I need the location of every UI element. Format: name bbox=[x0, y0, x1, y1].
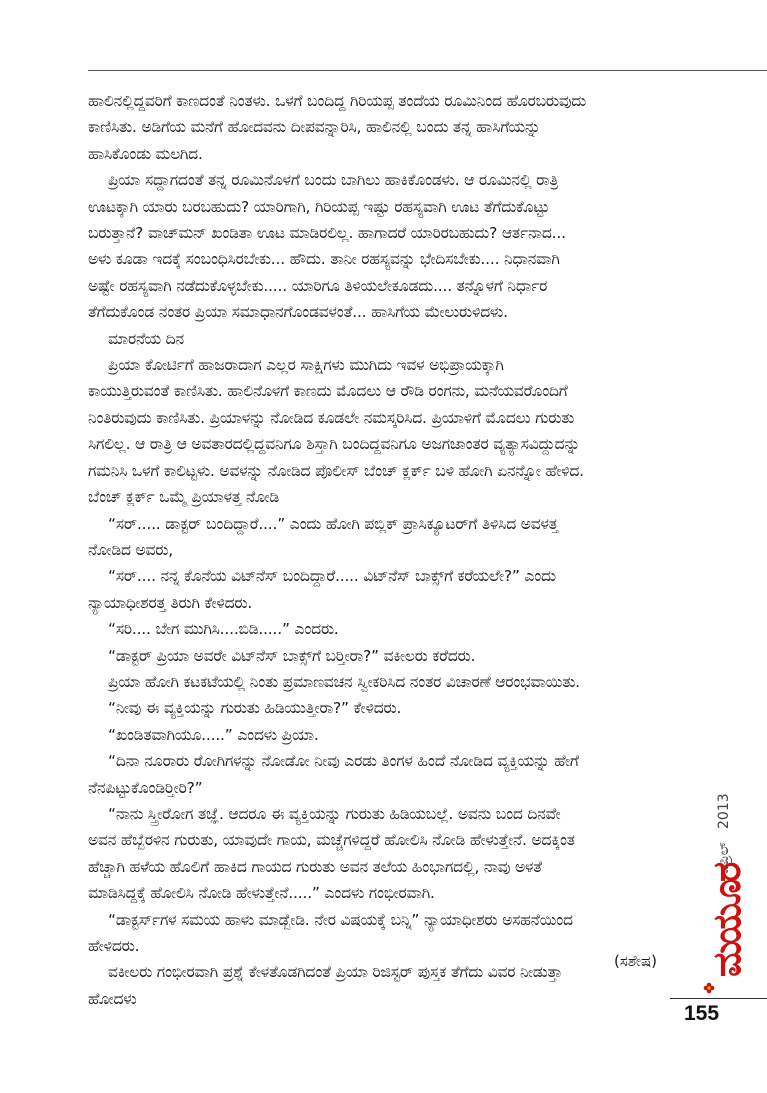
text-line: ಪ್ರಿಯಾ ಹೋಗಿ ಕಟಕಟೆಯಲ್ಲಿ ನಿಂತು ಪ್ರಮಾಣವಚನ ಸ್ವೀಕರಿಸಿದ ನಂತರ ವಿಚಾರಣೆ ಆರಂಭವಾಯಿತು. bbox=[108, 672, 580, 691]
page-number-rule bbox=[670, 998, 767, 999]
paragraph bbox=[88, 563, 708, 616]
paragraph bbox=[88, 801, 708, 907]
paragraph bbox=[88, 352, 708, 510]
text-line: ಹಾಲಿನಲ್ಲಿದ್ದವರಿಗೆ ಕಾಣದಂತೆ ನಿಂತಳು. ಒಳಗೆ ಬಂದಿದ್ದ ಗಿರಿಯಪ್ಪ ತಂದೆಯ ರೂಮಿನಿಂದ ಹೊರಬರುವುದು bbox=[88, 92, 587, 110]
article-body bbox=[88, 88, 708, 1012]
paragraph bbox=[88, 88, 708, 167]
text-line: “ಡಾಕ್ಟರ್ ಪ್ರಿಯಾ ಅವರೇ ವಿಟ್‌ನೆಸ್ ಬಾಕ್ಸ್‌ಗೆ ಬರ್‍ತೀರಾ?” ವಕೀಲರು ಕರೆದರು. bbox=[108, 646, 476, 665]
text-line: “ಸರ್.... ನನ್ನ ಕೊನೆಯ ವಿಟ್‌ನೆಸ್ ಬಂದಿದ್ದಾರೆ..... ವಿಟ್‌ನೆಸ್ ಬಾಕ್ಸ್‌ಗೆ ಕರೆಯಲೇ?” ಎಂದು bbox=[108, 567, 556, 586]
text-line: ಊಟಕ್ಕಾಗಿ ಯಾರು ಬರಬಹುದು? ಯಾರಿಗಾಗಿ, ಗಿರಿಯಪ್ಪ ಇಷ್ಟು ರಹಸ್ಯವಾಗಿ ಊಟ ತೆಗೆದುಕೊಟ್ಟು bbox=[88, 197, 550, 216]
text-line: ಪ್ರಿಯಾ ಸದ್ದಾಗದಂತೆ ತನ್ನ ರೂಮಿನೊಳಗೆ ಬಂದು ಬಾಗಿಲು ಹಾಕಿಕೊಂಡಳು. ಆ ರೂಮಿನಲ್ಲಿ ರಾತ್ರಿ bbox=[108, 171, 559, 190]
paragraph bbox=[88, 669, 708, 695]
text-line: ಕಾಯುತ್ತಿರುವಂತೆ ಕಾಣಿಸಿತು. ಹಾಲಿನೊಳಗೆ ಕಾಣದು ಮೊದಲು ಆ ರೌಡಿ ರಂಗನು, ಮನೆಯವರೊಂದಿಗೆ bbox=[88, 382, 568, 401]
paragraph bbox=[88, 643, 708, 669]
text-line: ನೆನಪಿಟ್ಟುಕೊಂಡಿರ್‍ತೀರಿ?” bbox=[88, 778, 203, 797]
text-line: ಮಾರನೆಯ ದಿನ bbox=[108, 329, 184, 348]
text-line: “ಸರಿ.... ಬೇಗ ಮುಗಿಸಿ....ಬಿಡಿ.....” ಎಂದರು. bbox=[108, 620, 339, 639]
text-line: ನೋಡಿದ ಅವರು, bbox=[88, 540, 173, 559]
issue-year: 2013 bbox=[716, 793, 732, 830]
text-line: ಹೇಳಿದರು. bbox=[88, 937, 140, 955]
text-line: “ದಿನಾ ನೂರಾರು ರೋಗಿಗಳನ್ನು ನೋಡೋ ನೀವು ಎರಡು ತಿಂಗಳ ಹಿಂದೆ ನೋಡಿದ ವ್ಯಕ್ತಿಯನ್ನು ಹೇಗೆ bbox=[108, 752, 579, 771]
text-line: ಅಷ್ಟೇ ರಹಸ್ಯವಾಗಿ ನಡೆದುಕೊಳ್ಳಬೇಕು..... ಯಾರಿಗೂ ತಿಳಿಯಲೇಕೂಡದು.... ತನ್ನೊಳಗೆ ನಿರ್ಧಾರ bbox=[88, 276, 548, 295]
flower-icon bbox=[703, 982, 715, 994]
text-line: ಸಿಗಲಿಲ್ಲ. ಆ ರಾತ್ರಿ ಆ ಅವತಾರದಲ್ಲಿದ್ದವನಿಗೂ ಶಿಸ್ತಾಗಿ ಬಂದಿದ್ದವನಿಗೂ ಅಜಗಜಾಂತರ ವ್ಯತ್ಯಾಸವಿದ್ದುದನ್ನು bbox=[88, 435, 580, 454]
text-line: “ಡಾಕ್ಟರ್ಸ್‌ಗಳ ಸಮಯ ಹಾಳು ಮಾಡ್ಬೇಡಿ. ನೇರ ವಿಷಯಕ್ಕೆ ಬನ್ನಿ” ನ್ಯಾಯಾಧೀಶರು ಅಸಹನೆಯಿಂದ bbox=[108, 910, 573, 929]
text-line: ನ್ಯಾಯಾಧೀಶರತ್ತ ತಿರುಗಿ ಕೇಳಿದರು. bbox=[88, 593, 253, 612]
paragraph bbox=[88, 616, 708, 642]
text-line: ಬರುತ್ತಾನೆ? ವಾಚ್‌ಮನ್ ಖಂಡಿತಾ ಊಟ ಮಾಡಿರಲಿಲ್ಲ. ಹಾಗಾದರೆ ಯಾರಿರಬಹುದು? ಆರ್ತನಾದ... bbox=[88, 224, 566, 243]
paragraph bbox=[88, 326, 708, 352]
paragraph bbox=[88, 695, 708, 721]
text-line: ಕಾಣಿಸಿತು. ಅಡಿಗೆಯ ಮನೆಗೆ ಹೋದವನು ದೀಪವನ್ನಾರಿಸಿ, ಹಾಲಿನಲ್ಲಿ ಬಂದು ತನ್ನ ಹಾಸಿಗೆಯನ್ನು bbox=[88, 118, 541, 137]
page-number: 155 bbox=[684, 1002, 720, 1025]
paragraph bbox=[88, 167, 708, 325]
issue-month: ಏಪ್ರಿಲ್ bbox=[716, 841, 732, 874]
to-be-continued-label: (ಸಶೇಷ) bbox=[614, 952, 658, 970]
text-line: ಅವನ ಹೆಬ್ಬೆರಳಿನ ಗುರುತು, ಯಾವುದೇ ಗಾಯ, ಮಚ್ಚೆಗಳಿದ್ದರೆ ಹೋಲಿಸಿ ನೋಡಿ ಹೇಳುತ್ತೇನೆ. ಅದಕ್ಕಿಂತ bbox=[88, 831, 575, 850]
magazine-title: ಮಯೂರ bbox=[705, 864, 749, 977]
text-line: ಮಾಡಿಸಿದ್ದಕ್ಕೆ ಹೋಲಿಸಿ ನೋಡಿ ಹೇಳುತ್ತೇನೆ.....” ಎಂದಳು ಗಂಭೀರವಾಗಿ. bbox=[88, 884, 435, 903]
text-line: ಗಮನಿಸಿ ಒಳಗೆ ಕಾಲಿಟ್ಟಳು. ಅವಳನ್ನು ನೋಡಿದ ಪೊಲೀಸ್ ಬೆಂಚ್ ಕ್ಲರ್ಕ್ ಬಳಿ ಹೋಗಿ ಏನನ್ನೋ ಹೇಳಿದ. bbox=[88, 461, 584, 480]
paragraph bbox=[88, 722, 708, 748]
text-line: ವಕೀಲರು ಗಂಭೀರವಾಗಿ ಪ್ರಶ್ನೆ ಕೇಳತೊಡಗಿದಂತೆ ಪ್ರಿಯಾ ರಿಜಿಸ್ಟರ್ ಪುಸ್ತಕ ತೆಗೆದು ವಿವರ ನೀಡುತ್ತಾ bbox=[108, 963, 563, 982]
text-line: “ನೀವು ಈ ವ್ಯಕ್ತಿಯನ್ನು ಗುರುತು ಹಿಡಿಯುತ್ತೀರಾ?” ಕೇಳಿದರು. bbox=[108, 699, 402, 718]
text-line: “ಸರ್..... ಡಾಕ್ಟರ್ ಬಂದಿದ್ದಾರೆ....” ಎಂದು ಹೋಗಿ ಪಬ್ಲಿಕ್ ಪ್ರಾಸಿಕ್ಯೂಟರ್‌ಗೆ ತಿಳಿಸಿದ ಅವಳತ್ತ bbox=[108, 514, 559, 533]
text-line: “ನಾನು ಸ್ತ್ರೀರೋಗ ತಜ್ಞೆ. ಆದರೂ ಈ ವ್ಯಕ್ತಿಯನ್ನು ಗುರುತು ಹಿಡಿಯಬಲ್ಲೆ. ಅವನು ಬಂದ ದಿನವೇ bbox=[108, 804, 561, 823]
text-line: ಹಾಸಿಕೊಂಡು ಮಲಗಿದ. bbox=[88, 144, 203, 163]
text-line: ಹೆಚ್ಚಾಗಿ ಹಳೆಯ ಹೊಲಿಗೆ ಹಾಕಿದ ಗಾಯದ ಗುರುತು ಅವನ ತಲೆಯ ಹಿಂಭಾಗದಲ್ಲಿ, ನಾವು ಅಳತೆ bbox=[88, 857, 542, 876]
text-line: ಹೋದಳು bbox=[88, 989, 137, 1008]
text-line: ಅಳು ಕೂಡಾ ಇದಕ್ಕೆ ಸಂಬಂಧಿಸಿರಬೇಕು... ಹೌದು. ತಾನೀ ರಹಸ್ಯವನ್ನು ಭೇದಿಸಬೇಕು.... ನಿಧಾನವಾಗಿ bbox=[88, 250, 560, 269]
text-line: ಬೆಂಚ್ ಕ್ಲರ್ಕ್ ಒಮ್ಮೆ ಪ್ರಿಯಾಳತ್ತ ನೋಡಿ bbox=[88, 488, 279, 507]
text-line: “ಖಂಡಿತವಾಗಿಯೂ.....” ಎಂದಳು ಪ್ರಿಯಾ. bbox=[108, 725, 319, 744]
text-line: ತೆಗೆದುಕೊಂಡ ನಂತರ ಪ್ರಿಯಾ ಸಮಾಧಾನಗೊಂಡವಳಂತೆ... ಹಾಸಿಗೆಯ ಮೇಲುರುಳಿದಳು. bbox=[88, 303, 508, 322]
text-line: ನಿಂತಿರುವುದು ಕಾಣಿಸಿತು. ಪ್ರಿಯಾಳನ್ನು ನೋಡಿದ ಕೂಡಲೇ ನಮಸ್ಕರಿಸಿದ. ಪ್ರಿಯಾಳಿಗೆ ಮೊದಲು ಗುರುತು bbox=[88, 408, 575, 427]
top-rule bbox=[88, 70, 767, 71]
paragraph bbox=[88, 748, 708, 801]
text-line: ಪ್ರಿಯಾ ಕೋರ್ಟಿಗೆ ಹಾಜರಾದಾಗ ಎಲ್ಲರ ಸಾಕ್ಷಿಗಳು ಮುಗಿದು ಇವಳ ಅಭಿಪ್ರಾಯಕ್ಕಾಗಿ bbox=[108, 356, 504, 375]
paragraph bbox=[88, 511, 708, 564]
